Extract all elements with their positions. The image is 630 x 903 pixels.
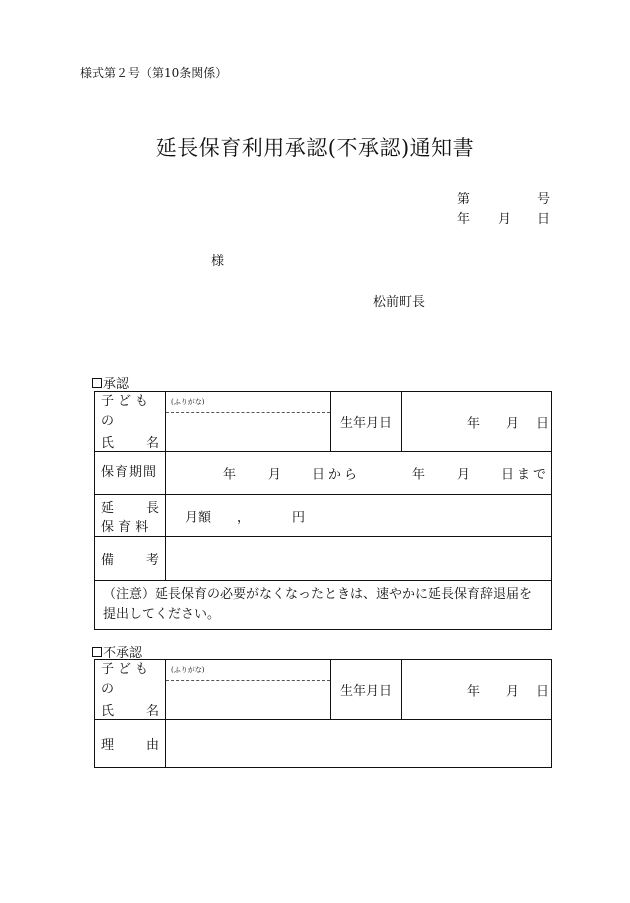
fee-comma: ， xyxy=(237,510,251,525)
period-from-month: 月 xyxy=(268,467,282,483)
child-name-label-shi: 氏 xyxy=(101,436,115,451)
child-name-field[interactable] xyxy=(166,392,331,452)
rejection-furigana-divider xyxy=(166,680,330,681)
reason-field[interactable] xyxy=(166,720,552,768)
fee-label-en: 延 xyxy=(101,500,115,516)
remarks-label-ko: 考 xyxy=(145,553,159,568)
approval-label-text: 承認 xyxy=(103,377,130,392)
period-from-year: 年 xyxy=(223,467,237,483)
rejection-child-name-label xyxy=(95,660,166,720)
dob-field[interactable] xyxy=(402,392,552,452)
dob-month: 月 xyxy=(506,416,520,431)
fee-label-cho: 長 xyxy=(145,500,159,516)
rejection-checkbox[interactable] xyxy=(92,647,102,657)
fee-label-line1 xyxy=(95,497,165,516)
child-name-label-line1: 子どもの xyxy=(101,394,153,429)
form-number: 様式第２号（第10条関係） xyxy=(80,66,228,80)
period-label: 保育期間 xyxy=(95,452,166,495)
addressee-honorific: 様 xyxy=(211,254,225,269)
issue-date-month: 月 xyxy=(498,212,512,227)
rejection-child-name-label-shi: 氏 xyxy=(101,704,115,719)
furigana-divider xyxy=(166,412,330,413)
approval-checkbox[interactable] xyxy=(92,378,102,388)
period-field[interactable] xyxy=(166,452,552,495)
dob-label: 生年月日 xyxy=(331,392,402,452)
rejection-child-name-label-line1: 子どもの xyxy=(101,662,153,697)
rejection-dob-field[interactable] xyxy=(402,660,552,720)
period-to-month: 月 xyxy=(457,467,471,483)
child-name-label-mei: 名 xyxy=(145,436,159,451)
issuer-name: 松前町長 xyxy=(373,295,426,310)
period-from-day: 日から xyxy=(312,467,361,483)
page-title: 延長保育利用承認(不承認)通知書 xyxy=(155,136,475,160)
period-to-day: 日まで xyxy=(501,467,550,483)
furigana-label: (ふりがな) xyxy=(171,398,205,406)
fee-yen: 円 xyxy=(292,510,306,525)
reason-label-ri: 理 xyxy=(101,738,115,753)
reason-label-inner xyxy=(95,734,165,753)
rejection-table xyxy=(94,659,552,768)
dob-year: 年 xyxy=(467,416,481,431)
approval-section-label xyxy=(92,373,129,392)
reason-label-yu: 由 xyxy=(145,738,159,753)
rejection-dob-month: 月 xyxy=(506,684,520,699)
fee-label xyxy=(95,495,166,537)
approval-table xyxy=(94,391,552,630)
rejection-label-text: 不承認 xyxy=(103,646,143,661)
rejection-dob-day: 日 xyxy=(536,684,550,699)
child-name-label-line2 xyxy=(95,432,165,451)
document-number-prefix: 第 xyxy=(457,192,471,207)
fee-field[interactable] xyxy=(166,495,552,537)
fee-monthly-label: 月額 xyxy=(185,510,212,525)
notes-text: （注意）延長保育の必要がなくなったときは、速やかに延長保育辞退届を提出してください。 xyxy=(95,581,552,630)
rejection-dob-year: 年 xyxy=(467,684,481,699)
rejection-furigana-label: (ふりがな) xyxy=(171,666,205,674)
remarks-label xyxy=(95,537,166,581)
issue-date-day: 日 xyxy=(537,212,551,227)
dob-day: 日 xyxy=(536,416,550,431)
child-name-label xyxy=(95,392,166,452)
remarks-field[interactable] xyxy=(166,537,552,581)
period-to-year: 年 xyxy=(412,467,426,483)
rejection-child-name-label-mei: 名 xyxy=(145,704,159,719)
remarks-label-inner xyxy=(95,549,165,568)
issue-date-year: 年 xyxy=(457,212,471,227)
document-number-suffix: 号 xyxy=(537,192,551,207)
rejection-child-name-field[interactable] xyxy=(166,660,331,720)
remarks-label-bi: 備 xyxy=(101,553,115,568)
reason-label xyxy=(95,720,166,768)
rejection-dob-label: 生年月日 xyxy=(331,660,402,720)
fee-label-line2: 保 育 料 xyxy=(101,519,149,535)
rejection-child-name-label-line2 xyxy=(95,700,165,719)
